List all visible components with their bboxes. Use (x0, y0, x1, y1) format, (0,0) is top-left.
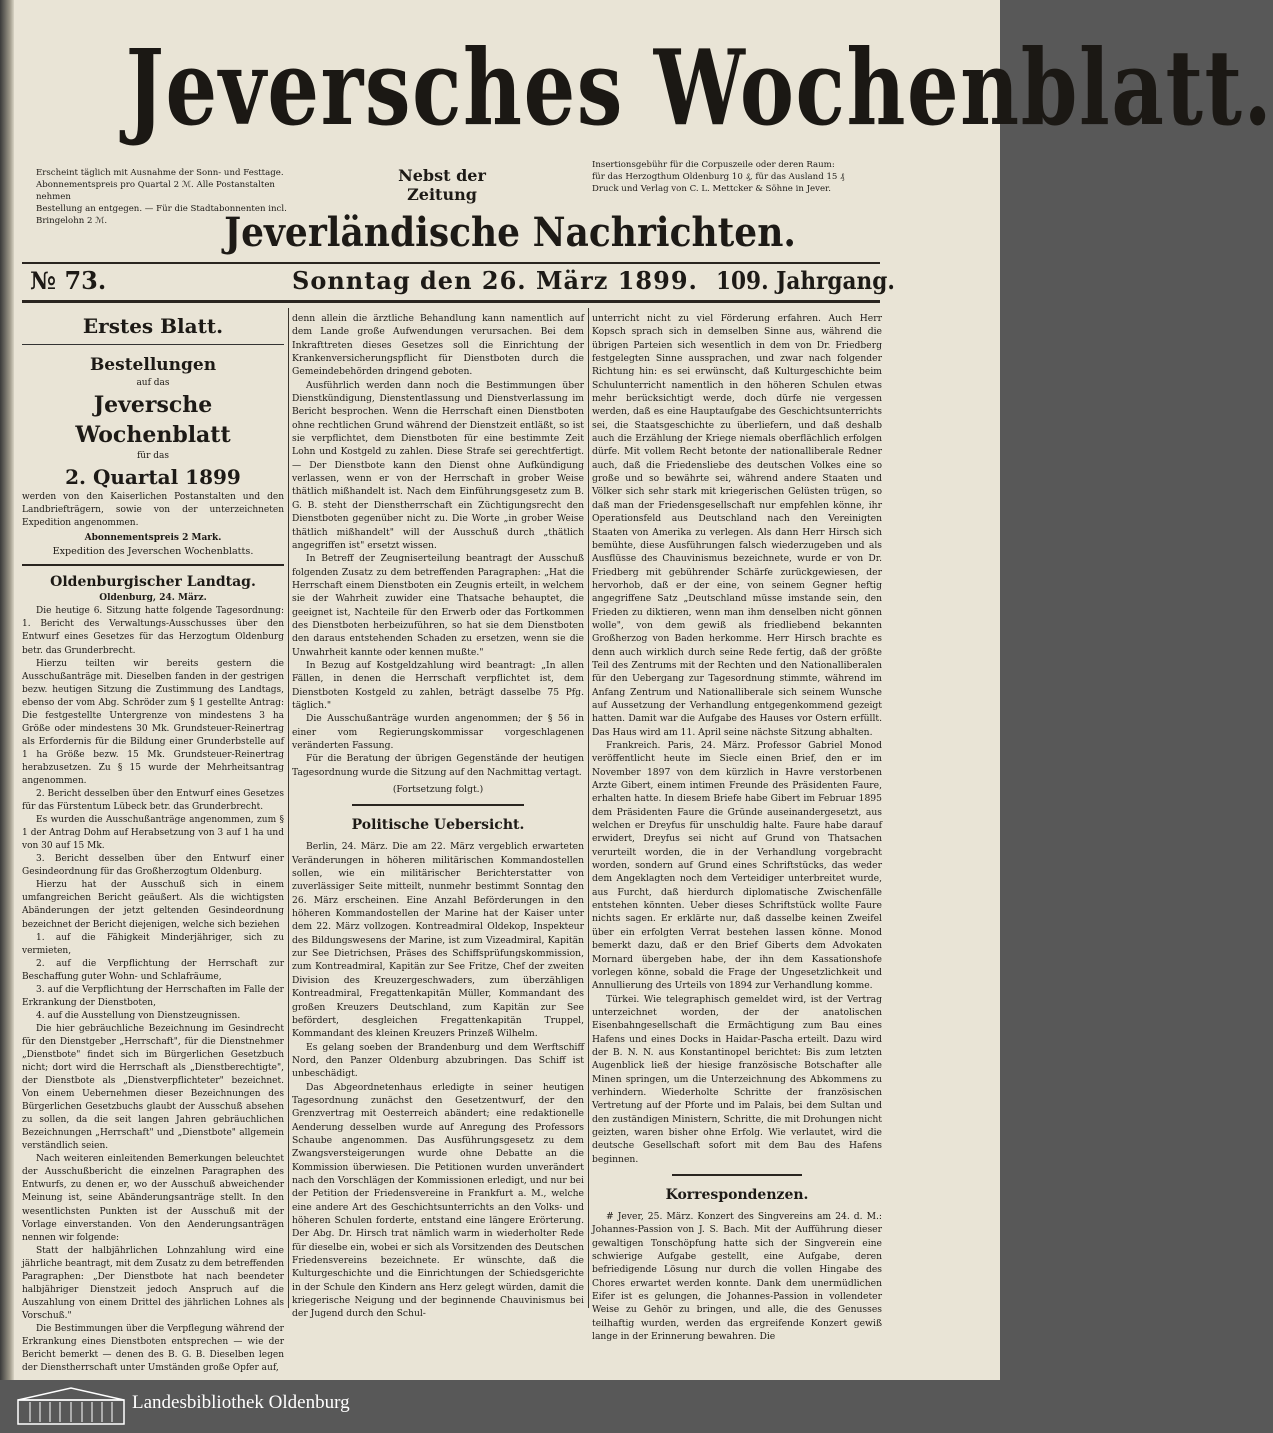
article-paragraph: 2. Bericht desselben über den Entwurf eines Gesetzes für das Fürstentum Lübeck betr. das Grunderbrecht. (22, 789, 284, 813)
auf-das-text: auf das (136, 378, 170, 388)
fuer-das-text: für das (136, 451, 170, 462)
article-paragraph: unterricht nicht zu viel Förderung erfahren. Auch Herr Kopsch sprach sich in demselben Sinne aus, während die übrigen Parteien sich wesentlich in dem von Dr. Friedberg festgelegten Sinne aussprachen, und zwar nach folgender Richtung hin: es sei erwünscht, daß Kulturgeschichte beim Schulunterricht namentlich in den höheren Schulen etwas mehr berücksichtigt werde, doch dürfe nie vergessen werden, daß es eine Hauptaufgabe des Geschichtsunterrichts sei, die Staatsgeschichte zu überliefern, und daß deshalb auch die Erzählung der Kriege niemals oberflächlich erfolgen dürfe. Mit vollem Recht betonte der nationalliberale Redner auch, daß die Friedensliebe des deutschen Volkes eine so große und so bewährte sei, während andere Staaten und Völker sich sehr stark mit kriegerischen Gelüsten trügen, so daß man der Friedensgesellschaft nur empfehlen könne, ihr Operationsfeld aus Deutschland nach den Vereinigten Staaten von Amerika zu verlegen. Als dann Herr Hirsch sich bemühte, diese Ausführungen falsch wiederzugeben und als Ausflüsse des Chauvinismus bezeichnete, wurde er von Dr. Friedberg mit gebührender Schärfe zurückgewiesen, der hervorhob, daß er der eine, von seinem Gegner heftig angegriffene Satz „Deutschland müsse imstande sein, den Frieden zu diktieren, wenn man ihm denselben nicht gönnen wolle", von dem gewiß als friedliebend bekannten Großherzog von Baden herkomme. Herr Hirsch brachte es denn auch wirklich durch seine Rede fertig, daß der größte Teil des Zentrums mit der Rechten und den Nationalliberalen für den Uebergang zur Tagesordnung stimmte, während im Anfang Zentrum und Nationalliberale sich seinem Wunsche auf Aussetzung der Verhandlung entgegenkommend gezeigt hatten. Damit war die Aufgabe des Hauses vor Ostern erfüllt. Das Haus wird am 11. April seine nächste Sitzung abhalten. (592, 313, 882, 738)
column-1 (22, 312, 284, 1375)
header-rule-top (22, 262, 880, 264)
landtag-dateline: Oldenburg, 24. März. (99, 593, 207, 604)
library-building-icon (16, 1386, 126, 1426)
article-paragraph: Statt der halbjährlichen Lohnzahlung wird eine jährliche beantragt, mit dem Zusatz zu dem betreffenden Paragraphen: „Der Dienstbote hat nach beendeter halbjähriger Dienstzeit jedoch Anspruch auf die Auszahlung von einem Drittel des jährlichen Lohnes als Vorschuß." (22, 1245, 284, 1321)
subscription-note-line: Erscheint täglich mit Ausnahme der Sonn- und Festtage. (36, 168, 284, 178)
masthead-subtitle: Jeverländische Nachrichten. (224, 209, 796, 256)
insertion-note (592, 159, 892, 195)
quartal-heading: 2. Quartal 1899 (65, 465, 241, 490)
subscription-note-line: Abonnementspreis pro Quartal 2 ℳ. Alle Postanstalten nehmen (36, 180, 275, 202)
header-rule-bottom (22, 300, 880, 303)
article-paragraph: In Betreff der Zeugniserteilung beantragt der Ausschuß folgenden Zusatz zu dem betreffenden Paragraphen: „Hat die Herrschaft einem Dienstboten ein Zeugnis erteilt, in welchem sie der Wahrheit zuwider eine Thatsache behauptet, die geeignet ist, Nachteile für den Erwerb oder das Fortkommen des Dienstboten herbeizuführen, so hat sie dem Dienstboten den daraus entstehenden Schaden zu ersetzen, wenn sie die Unwahrheit kannte oder kennen mußte." (292, 553, 584, 658)
list-item: 2. auf die Verpflichtung der Herrschaft zur Beschaffung guter Wohn- und Schlafräume, (22, 958, 284, 982)
article-paragraph: Es wurden die Ausschußanträge angenommen, zum § 1 der Antrag Dohm auf Herabsetzung von 3 auf 1 ha und von 30 auf 15 Mk. (22, 815, 284, 852)
article-paragraph: Nach weiteren einleitenden Bemerkungen beleuchtet der Ausschußbericht die einzelnen Paragraphen des Entwurfs, zu denen er, wo der Ausschuß abweichender Meinung ist, seine Abänderungsanträge stellt. In den wesentlichsten Punkten ist der Ausschuß mit der Vorlage einverstanden. Von den Aenderungsanträgen nennen wir folgende: (22, 1154, 284, 1243)
bestellungen-body: werden von den Kaiserlichen Postanstalten und den Landbriefträgern, sowie von der unterzeichneten Expedition angenommen. (22, 492, 284, 529)
politische-uebersicht-heading: Politische Uebersicht. (351, 817, 525, 834)
column-3 (592, 312, 882, 1343)
article-paragraph: Hierzu hat der Ausschuß sich in einem umfangreichen Bericht geäußert. Als die wichtigsten Abänderungen der jetzt geltenden Gesindeordnung bezeichnet der Bericht diejenigen, welche sich beziehen (22, 880, 284, 930)
section-rule (22, 564, 284, 566)
insertion-note-line: für das Herzogthum Oldenburg 10 ₰, für das Ausland 15 ₰ (592, 172, 845, 182)
erstes-blatt-heading: Erstes Blatt. (22, 312, 284, 345)
column-divider (588, 308, 589, 1308)
issue-number: № 73. (30, 266, 107, 295)
bestellungen-heading: Bestellungen (89, 355, 217, 375)
list-item: 3. auf die Verpflichtung der Herrschaften im Falle der Erkrankung der Dienstboten, (22, 984, 284, 1008)
article-paragraph: Die Ausschußanträge wurden angenommen; der § 56 in einer vom Regierungskommissar vorgeschlagenen veränderten Fassung. (292, 713, 584, 751)
article-paragraph: # Jever, 25. März. Konzert des Singvereins am 24. d. M.: Johannes-Passion von J. S. Bach. Mit der Aufführung dieser gewaltigen Tonschöpfung hatte sich der Singverein eine schwierige Aufgabe gestellt, eine Aufgabe, deren befriedigende Lösung nur durch die vollen Hingabe des Chores erwartet werden konnte. Dank dem unermüdlichen Eifer ist es gelungen, die Johannes-Passion in vollendeter Weise zu Gehör zu bringen, und alle, die des Genusses teilhaftig wurden, werden das ergreifende Konzert gewiß lange in der Erinnerung bewahren. Die (592, 1211, 882, 1343)
article-paragraph: Berlin, 24. März. Die am 22. März vergeblich erwarteten Veränderungen in höheren militärischen Kommandostellen sollen, wie ein militärischer Berichterstatter von zuverlässiger Seite mitteilt, nunmehr bestimmt Sonntag den 26. März erscheinen. Eine Anzahl Beförderungen in den höheren Kommandostellen der Marine hat der Kaiser unter dem 22. März vollzogen. Kontreadmiral Oldekop, Inspekteur des Bildungswesens der Marine, ist zum Vizeadmiral, Kapitän zur See Dietrichsen, Präses des Schiffsprüfungskommission, zum Kontreadmiral, Kapitän zur See Fritze, Chef der zweiten Division des Kreuzergeschwaders, zum überzähligen Kontreadmiral, Fregattenkapitän Müller, Kommandant des großen Kreuzers Deutschland, zum Kapitän zur See befördert, desgleichen Fregattenkapitän Truppel, Kommandant des kleinen Kreuzers Prinzeß Wilhelm. (292, 841, 584, 1040)
expedition-text: Expedition des Jeverschen Wochenblatts. (52, 546, 254, 558)
section-rule (672, 1174, 802, 1176)
library-footer (0, 1380, 1000, 1433)
column-divider (288, 308, 289, 1308)
continuation-note: (Fortsetzung folgt.) (392, 784, 484, 796)
column-2 (292, 312, 584, 1321)
insertion-note-line: Insertionsgebühr für die Corpuszeile oder deren Raum: (592, 160, 835, 170)
article-paragraph: Die heutige 6. Sitzung hatte folgende Tagesordnung: 1. Bericht des Verwaltungs-Ausschusses über den Entwurf eines Gesetzes für das Herzogtum Oldenburg betr. das Grunderbrecht. (22, 606, 284, 656)
landtag-heading: Oldenburgischer Landtag. (50, 574, 256, 591)
article-paragraph: Für die Beratung der übrigen Gegenstände der heutigen Tagesordnung wurde die Sitzung auf den Nachmittag vertagt. (292, 753, 584, 778)
insertion-note-line: Druck und Verlag von C. L. Mettcker & Söhne in Jever. (592, 184, 831, 194)
article-paragraph: Es gelang soeben der Brandenburg und dem Werftschiff Nord, den Panzer Oldenburg abzubringen. Das Schiff ist unbeschädigt. (292, 1041, 584, 1080)
price-text: Abonnementspreis 2 Mark. (84, 533, 222, 544)
section-rule (352, 804, 524, 806)
masthead-title: Jeversches Wochenblatt. (125, 26, 1273, 149)
article-paragraph: Die hier gebräuchliche Bezeichnung im Gesindrecht für den Dienstgeber „Herrschaft", für die Dienstnehmer „Dienstbote" findet sich im Bürgerlichen Gesetzbuch nicht; dort wird die Herrschaft als „Dienstberechtigte", der Dienstbote als „Dienstverpflichteter" bezeichnet. Von einem Uebernehmen dieser Bezeichnungen des Bürgerlichen Gesetzbuchs glaubt der Ausschuß absehen zu sollen, da die seit langen Jahren gebräuchlichen Bezeichnungen „Herrschaft" und „Dienstbote" allgemein verständlich seien. (22, 1023, 284, 1152)
article-paragraph: Frankreich. Paris, 24. März. Professor Gabriel Monod veröffentlicht heute im Siecle einen Brief, den er im November 1897 von dem kürzlich in Havre verstorbenen Arzte Gibert, einem intimen Freunde des Präsidenten Faure, erhalten hatte. In diesem Briefe habe Gibert im Februar 1895 dem Präsidenten Faure die Gründe auseinandergesetzt, aus welchen er Dreyfus für unschuldig halte. Faure habe darauf erwidert, Dreyfus sei nicht auf Grund von Thatsachen verurteilt worden, die in der Verhandlung vorgebracht worden, sondern auf Grund eines Schriftstücks, das weder dem Angeklagten noch dem Verteidiger unterbreitet wurde, aus Furcht, daß hierdurch diplomatische Zwischenfälle entstehen könnten. Ueber dieses Schriftstück wollte Faure nichts sagen. Er erklärte nur, daß dasselbe keinen Zweifel über ein erfolgten Verrat bestehen lassen könne. Monod bemerkt dazu, daß er den Brief Giberts dem Advokaten Mornard übergeben habe, der ihn dem Kassationshofe vorlegen könne, sobald die Frage der Ungesetzlichkeit und Annullierung des Urteils von 1894 zur Verhandlung komme. (592, 740, 882, 992)
list-item: 4. auf die Ausstellung von Dienstzeugnissen. (36, 1010, 241, 1021)
library-name: Landesbibliothek Oldenburg (132, 1392, 350, 1413)
list-item: 1. auf die Fähigkeit Minderjähriger, sich zu vermieten, (22, 932, 284, 956)
paper-name-heading: Jeversche Wochenblatt (75, 392, 231, 449)
article-paragraph: Das Abgeordnetenhaus erledigte in seiner heutigen Tagesordnung zunächst den Gesetzentwurf, der den Grenzvertrag mit Oesterreich abändert; eine redaktionelle Aenderung desselben wurde auf Anregung des Professors Schaube angenommen. Das Ausführungsgesetz zu dem Zwangsversteigerungen wurde ohne Debatte an die Kommission überwiesen. Die Petitionen wurden unverändert nach den Vorschlägen der Kommissionen erledigt, und nur bei der Petition der Friedensvereine in Frankfurt a. M., welche eine andere Art des Geschichtsunterrichts an den Volks- und höheren Schulen forderte, entstand eine längere Erörterung. Der Abg. Dr. Hirsch trat nämlich warm in wiederholter Rede für dieselbe ein, wobei er sich als Vorsitzenden des Deutschen Friedensvereins bezeichnete. Er wünschte, daß die Kulturgeschichte und die Einrichtungen der Schiedsgerichte in der Schule den Kindern ans Herz gelegt würden, damit die kriegerische Neigung und der beginnende Chauvinismus bei der Jugend durch den Schul- (292, 1081, 584, 1320)
article-paragraph: Die Bestimmungen über die Verpflegung während der Erkrankung eines Dienstboten entsprechen — wie der Bericht bemerkt — denen des B. G. B. Dieselben legen der Dienstherrschaft unter Umständen große Opfer auf, (22, 1323, 284, 1374)
article-paragraph: 3. Bericht desselben über den Entwurf einer Gesindeordnung für das Großherzogtum Oldenburg. (22, 854, 284, 878)
issue-year: 109. Jahrgang. (716, 266, 895, 295)
article-paragraph: Ausführlich werden dann noch die Bestimmungen über Dienstkündigung, Dienstentlassung und Dienstverlassung im Bericht besprochen. Wenn die Herrschaft einen Dienstboten ohne rechtlichen Grund während der Dienstzeit entläßt, so ist sie verpflichtet, dem Dienstboten für eine bestimmte Zeit Lohn und Kostgeld zu zahlen. Diese Strafe sei gerechtfertigt. — Der Dienstbote kann den Dienst ohne Aufkündigung verlassen, wenn er von der Herrschaft in grober Weise thätlich mißhandelt ist. Nach dem Einführungsgesetz zum B. G. B. steht der Dienstherrschaft ein Züchtigungsrecht den Dienstboten gegenüber nicht zu. Die Worte „in grober Weise thätlich mißhandelt" will der Ausschuß durch „thätlich angegriffen ist" ersetzt wissen. (292, 379, 584, 551)
article-paragraph: In Bezug auf Kostgeldzahlung wird beantragt: „In allen Fällen, in denen die Herrschaft verpflichtet ist, dem Dienstboten Kostgeld zu zahlen, beträgt dasselbe 75 Pfg. täglich." (292, 659, 584, 711)
article-paragraph: denn allein die ärztliche Behandlung kann namentlich auf dem Lande große Aufwendungen verursachen. Bei dem Inkrafttreten dieses Gesetzes soll die Einrichtung der Krankenversicherungspflicht für Dienstboten durch die Gemeindebehörden dringend geboten. (292, 313, 584, 378)
page-edge-shadow (0, 0, 14, 1380)
issue-date: Sonntag den 26. März 1899. (292, 266, 698, 295)
article-paragraph: Türkei. Wie telegraphisch gemeldet wird, ist der Vertrag unterzeichnet worden, der der anatolischen Eisenbahngesellschaft die Ermächtigung zum Bau eines Hafens und eines Docks in Haidar-Pascha erteilt. Dazu wird der B. N. N. aus Konstantinopel berichtet: Bis zum letzten Augenblick ließ der hiesige französische Botschafter alle Minen springen, um die Unterzeichnung des Abkommens zu verhindern. Wiederholte Schritte der französischen Vertretung auf der Pforte und im Palais, bei dem Sultan und den zuständigen Ministern, Schritte, die mit Drohungen nicht geizten, waren bisher ohne Erfolg. Wie verlautet, wird die deutsche Gesellschaft sofort mit dem Bau des Hafens beginnen. (592, 993, 882, 1165)
korrespondenzen-heading: Korrespondenzen. (665, 1187, 809, 1203)
subscription-note-line: Bestellung an entgegen. — Für die Stadtabonnenten incl. Bringelohn 2 ℳ. (36, 204, 287, 226)
masthead-nebst: Nebst der Zeitung (398, 166, 486, 204)
article-paragraph: Hierzu teilten wir bereits gestern die Ausschußanträge mit. Dieselben fanden in der gestrigen bezw. heutigen Sitzung die Zustimmung des Landtags, ebenso der vom Abg. Schröder zum § 1 gestellte Antrag: Die festgestellte Untergrenze von mindestens 3 ha Größe oder mindestens 30 Mk. Grundsteuer-Reinertrag als Erfordernis für die Bildung einer Grunderbstelle auf 1 ha Größe bezw. 15 Mk. Grundsteuer-Reinertrag herabzusetzen. Zu § 15 wurde der Mehrheitsantrag angenommen. (22, 658, 284, 786)
